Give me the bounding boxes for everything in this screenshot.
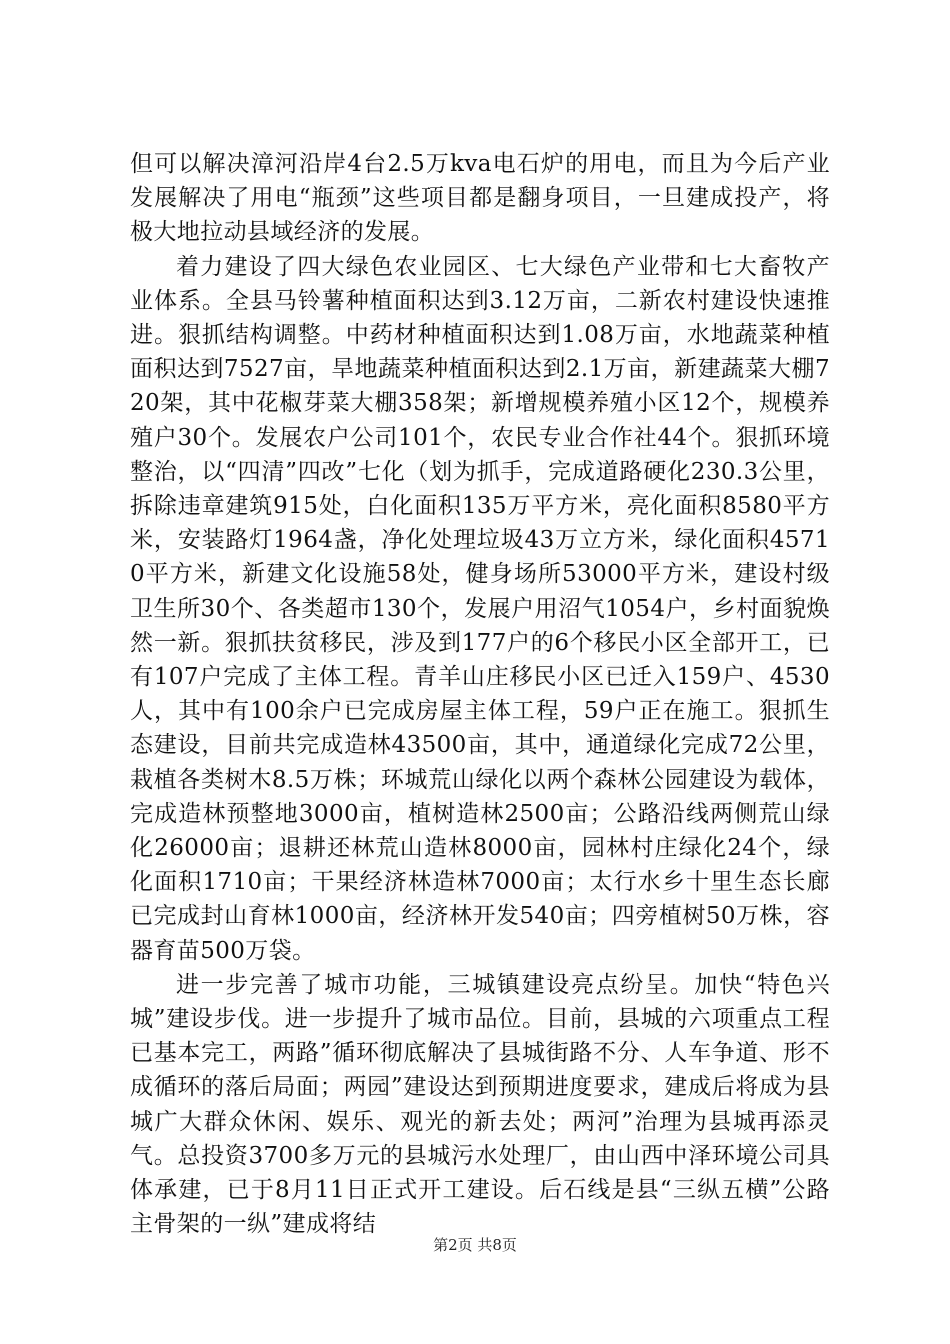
paragraph-1: 但可以解决漳河沿岸4台2.5万kva电石炉的用电，而且为今后产业发展解决了用电“瓶颈”这些项目都是翻身项目，一旦建成投产，将极大地拉动县域经济的发展。: [130, 151, 830, 246]
paragraph-3: 进一步完善了城市功能，三城镇建设亮点纷呈。加快“特色兴城”建设步伐。进一步提升了城市品位。目前，县城的六项重点工程已基本完工，两路”循环彻底解决了县城街路不分、人车争道、形不成循环的落后局面；两园”建设达到预期进度要求，建成后将成为县城广大群众休闲、娱乐、观光的新去处；两河”治理为县城再添灵气。总投资3700多万元的县城污水处理厂，由山西中泽环境公司具体承建，已于8月11日正式开工建设。后石线是县“三纵五横”公路主骨架的一纵”建成将结: [130, 971, 830, 1238]
document-body: [130, 147, 830, 1242]
page-number-footer: 第2页 共8页: [433, 1236, 517, 1254]
paragraph-2: 着力建设了四大绿色农业园区、七大绿色产业带和七大畜牧产业体系。全县马铃薯种植面积达到3.12万亩，二新农村建设快速推进。狠抓结构调整。中药材种植面积达到1.08万亩，水地蔬菜种植面积达到7527亩，旱地蔬菜种植面积达到2.1万亩，新建蔬菜大棚720架，其中花椒芽菜大棚358架；新增规模养殖小区12个，规模养殖户30个。发展农户公司101个，农民专业合作社44个。狠抓环境整治，以“四清”四改”七化（划为抓手，完成道路硬化230.3公里，拆除违章建筑915处，白化面积135万平方米，亮化面积8580平方米，安装路灯1964盏，净化处理垃圾43万立方米，绿化面积45710平方米，新建文化设施58处，健身场所53000平方米，建设村级卫生所30个、各类超市130个，发展户用沼气1054户，乡村面貌焕然一新。狠抓扶贫移民，涉及到177户的6个移民小区全部开工，已有107户完成了主体工程。青羊山庄移民小区已迁入159户、4530人，其中有100余户已完成房屋主体工程，59户正在施工。狠抓生态建设，目前共完成造林43500亩，其中，通道绿化完成72公里，栽植各类树木8.5万株；环城荒山绿化以两个森林公园建设为载体，完成造林预整地3000亩，植树造林2500亩；公路沿线两侧荒山绿化26000亩；退耕还林荒山造林8000亩，园林村庄绿化24个，绿化面积1710亩；干果经济林造林7000亩；太行水乡十里生态长廊已完成封山育林1000亩，经济林开发540亩；四旁植树50万株，容器育苗500万袋。: [130, 253, 830, 964]
